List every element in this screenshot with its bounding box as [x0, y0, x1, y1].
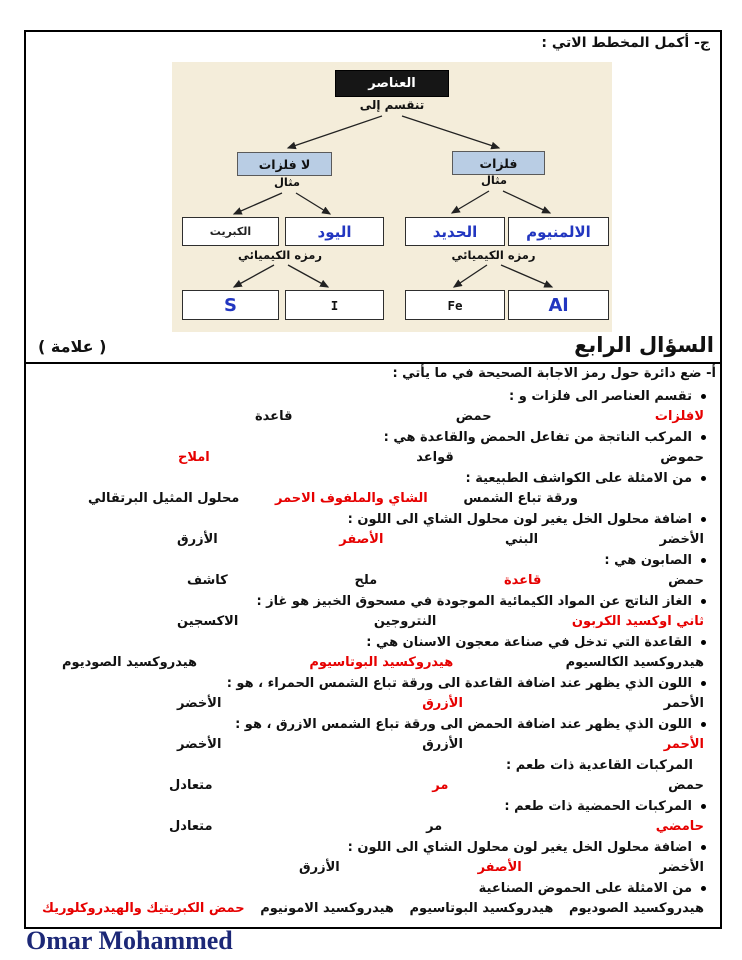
question-text [28, 673, 718, 693]
question-text-label: اضافة محلول الخل يغير لون محلول الشاي الى اللون : [347, 839, 692, 855]
split-label: تنقسم إلى [359, 98, 425, 112]
bullet-icon [701, 394, 706, 399]
question-text [28, 427, 718, 447]
bullet-icon [701, 804, 706, 809]
question-text [28, 550, 718, 570]
option: قاعدة [255, 409, 293, 424]
symbol-Al: Al [508, 290, 609, 320]
option: الأخضر [659, 532, 704, 547]
option: متعادل [169, 778, 213, 793]
option: هيدروكسيد الصوديوم [568, 901, 704, 916]
question-text-label: المركب الناتجة من تفاعل الحمض والقاعدة هي : [383, 429, 692, 445]
option: الأخضر [177, 737, 222, 752]
question-text [28, 837, 718, 857]
option: قواعد [416, 450, 454, 465]
option-correct: مر [432, 778, 449, 793]
option-correct: هيدروكسيد البوتاسيوم [309, 655, 454, 670]
symbol-label-right: رمزه الكيميائي [451, 248, 536, 262]
option: الأحمر [663, 696, 704, 711]
bullet-icon [701, 722, 706, 727]
option: النتروجين [373, 614, 437, 629]
question-text-label: المركبات الحمضية ذات طعم : [504, 798, 692, 814]
symbol-S: S [182, 290, 279, 320]
category-nonmetals: لا فلزات [237, 152, 332, 176]
bullet-icon [701, 845, 706, 850]
bullet-icon [701, 435, 706, 440]
example-aluminium: الالمنيوم [508, 217, 609, 246]
question-text [28, 591, 718, 611]
option: الأزرق [299, 860, 340, 875]
bullet-icon [701, 558, 706, 563]
question-text-label: من الامثلة على الكواشف الطبيعية : [465, 470, 692, 486]
section-c-heading: ج- أكمل المخطط الاتي : [541, 35, 710, 51]
bullet-icon [701, 476, 706, 481]
category-metals: فلزات [452, 151, 545, 175]
option-correct: قاعدة [503, 573, 542, 588]
option: كاشف [187, 573, 228, 588]
options-row [28, 693, 718, 714]
option-correct: الأصفر [339, 532, 384, 547]
options-row [28, 857, 718, 878]
question-four-header [34, 333, 714, 361]
instruction-line: أ- ضع دائرة حول رمز الاجابة الصحيحة في ما يأتي : [392, 366, 716, 381]
option-correct: الأصفر [477, 860, 522, 875]
option: ملح [354, 573, 378, 588]
marks-label: ( علامة ) [38, 337, 107, 356]
option: البني [504, 532, 539, 547]
option: هيدروكسيد الامونيوم [260, 901, 394, 916]
option: حمض [668, 778, 704, 793]
bullet-icon [701, 886, 706, 891]
option: الاكسجين [177, 614, 239, 629]
options-row [28, 447, 718, 468]
option: حموض [660, 450, 704, 465]
option: حمض [455, 409, 492, 424]
options-row [28, 775, 718, 796]
header-divider [26, 362, 720, 364]
bullet-icon [701, 599, 706, 604]
option: الأخضر [659, 860, 704, 875]
question-text [28, 714, 718, 734]
question-text [28, 632, 718, 652]
question-four-title: السؤال الرابع [574, 333, 714, 357]
option-correct: الشاي والملفوف الاحمر [274, 491, 428, 506]
option: هيدروكسيد الصوديوم [62, 655, 198, 670]
footer-signature: Omar Mohammed [26, 926, 233, 955]
option: الأخضر [177, 696, 222, 711]
option-correct: ثاني اوكسيد الكربون [571, 614, 704, 629]
elements-flowchart [172, 62, 612, 332]
options-row [28, 816, 718, 837]
option-correct: الأزرق [422, 696, 463, 711]
symbol-Fe: Fe [405, 290, 505, 320]
root-node-elements: العناصر [335, 70, 449, 97]
question-text [28, 796, 718, 816]
bullet-icon [701, 681, 706, 686]
symbol-I: I [285, 290, 384, 320]
example-label-left: مثال [273, 175, 301, 189]
options-row [28, 734, 718, 755]
option: متعادل [169, 819, 213, 834]
option-correct: حمض الكبريتيك والهيدروكلوريك [42, 901, 245, 916]
option-correct: حامضي [655, 819, 704, 834]
question-text-label: من الامثلة على الحموض الصناعية [478, 880, 692, 896]
option-correct: لافلزات [654, 409, 704, 424]
option: الأزرق [177, 532, 218, 547]
options-row [28, 570, 718, 591]
question-text [28, 755, 718, 775]
question-text-label: اضافة محلول الخل يغير لون محلول الشاي الى اللون : [347, 511, 692, 527]
worksheet-frame [24, 30, 722, 929]
question-text [28, 468, 718, 488]
option: مر [426, 819, 443, 834]
question-text-label: اللون الذي يظهر عند اضافة الحمض الى ورقة تباع الشمس الازرق ، هو : [235, 716, 692, 732]
bullet-icon [701, 640, 706, 645]
options-row [28, 652, 718, 673]
option: هيدروكسيد الكالسيوم [565, 655, 704, 670]
symbol-label-left: رمزه الكيميائي [238, 248, 323, 262]
question-text [28, 509, 718, 529]
options-row [28, 488, 718, 509]
questions-list [28, 386, 718, 919]
options-row [28, 406, 718, 427]
example-label-right: مثال [480, 173, 508, 187]
bullet-icon [701, 517, 706, 522]
question-text-label: اللون الذي يظهر عند اضافة القاعدة الى ورقة تباع الشمس الحمراء ، هو : [226, 675, 692, 691]
example-sulfur: الكبريت [182, 217, 279, 246]
options-row [28, 529, 718, 550]
question-text-label: تقسم العناصر الى فلزات و : [509, 388, 692, 404]
question-text-label: المركبات القاعدية ذات طعم : [506, 757, 693, 773]
example-iodine: اليود [285, 217, 384, 246]
option: هيدروكسيد البوتاسيوم [409, 901, 554, 916]
options-row [28, 611, 718, 632]
example-iron: الحديد [405, 217, 505, 246]
question-text [28, 386, 718, 406]
option: ورقة تباع الشمس [463, 491, 578, 506]
option: حمض [668, 573, 704, 588]
option-correct: الأحمر [663, 737, 704, 752]
options-row [28, 898, 718, 919]
question-text-label: القاعدة التي تدخل في صناعة معجون الاسنان هي : [366, 634, 692, 650]
question-text-label: الصابون هي : [604, 552, 692, 568]
question-text-label: الغاز الناتج عن المواد الكيمائية الموجودة في مسحوق الخبيز هو غاز : [256, 593, 692, 609]
option: الأزرق [422, 737, 463, 752]
option-correct: املاح [178, 450, 210, 465]
question-text [28, 878, 718, 898]
option: محلول المثيل البرتقالي [88, 491, 240, 506]
